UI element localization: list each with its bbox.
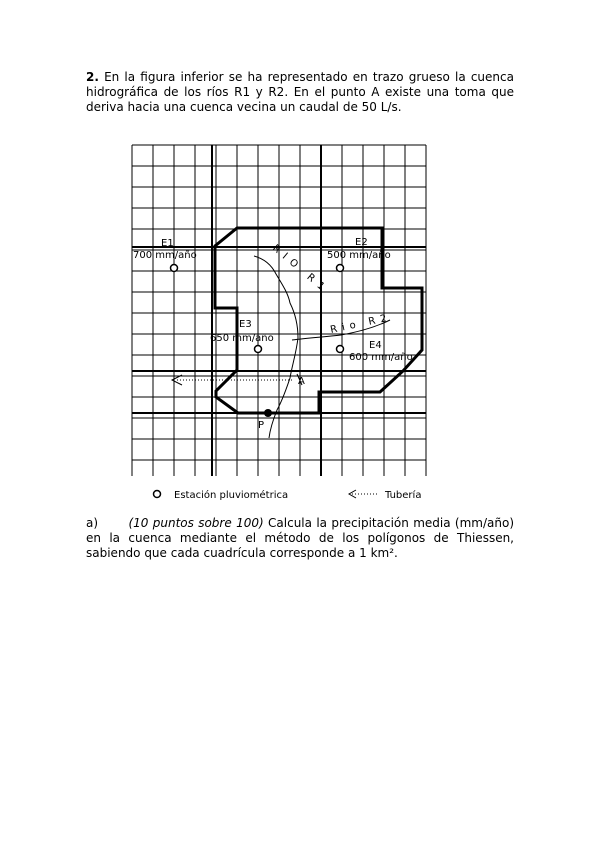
station-e4-value: 600 mm/año: [349, 352, 413, 363]
question-a-points: (10 puntos sobre 100): [128, 516, 264, 530]
station-e1-value: 700 mm/año: [133, 250, 197, 261]
problem-text: En la figura inferior se ha representado en trazo grueso la cuenca hidrográfica de los ríos R1 y R2. En el punto A existe una toma que deriva hacia una cuenca vecina un caudal de 50 L/s.: [86, 70, 514, 114]
station-e3-id: E3: [239, 319, 252, 330]
station-e4: [337, 340, 413, 363]
question-a-text: Calcula la precipitación media (mm/año) en la cuenca mediante el método de los polígonos de Thiessen, sabiendo que cada cuadrícula corresponde a 1 km².: [86, 516, 514, 560]
station-e2-value: 500 mm/año: [327, 250, 391, 261]
problem-statement: [86, 70, 514, 115]
legend-pipe-label: Tubería: [385, 490, 422, 501]
problem-number: 2.: [86, 70, 99, 84]
grid: [132, 145, 426, 476]
river-r1-label: RIO R1: [270, 242, 331, 297]
basin-map-figure: [120, 138, 450, 508]
station-e4-id: E4: [369, 340, 382, 351]
legend: [154, 489, 422, 501]
station-e3-value: 650 mm/año: [210, 333, 274, 344]
legend-pipe-icon: [349, 490, 378, 498]
point-a-label: A: [298, 376, 305, 387]
station-e3: [210, 319, 274, 353]
station-e1-id: E1: [161, 238, 174, 249]
question-a: [86, 516, 514, 561]
station-e1: [133, 238, 197, 272]
river-r2-label: Rio R2: [329, 312, 393, 336]
station-e2-id: E2: [355, 237, 368, 248]
question-a-letter: a): [86, 516, 99, 530]
point-p-label: P: [258, 420, 265, 431]
point-a: [297, 374, 305, 387]
legend-station-label: Estación pluviométrica: [174, 490, 289, 501]
legend-station-icon: [154, 491, 161, 498]
